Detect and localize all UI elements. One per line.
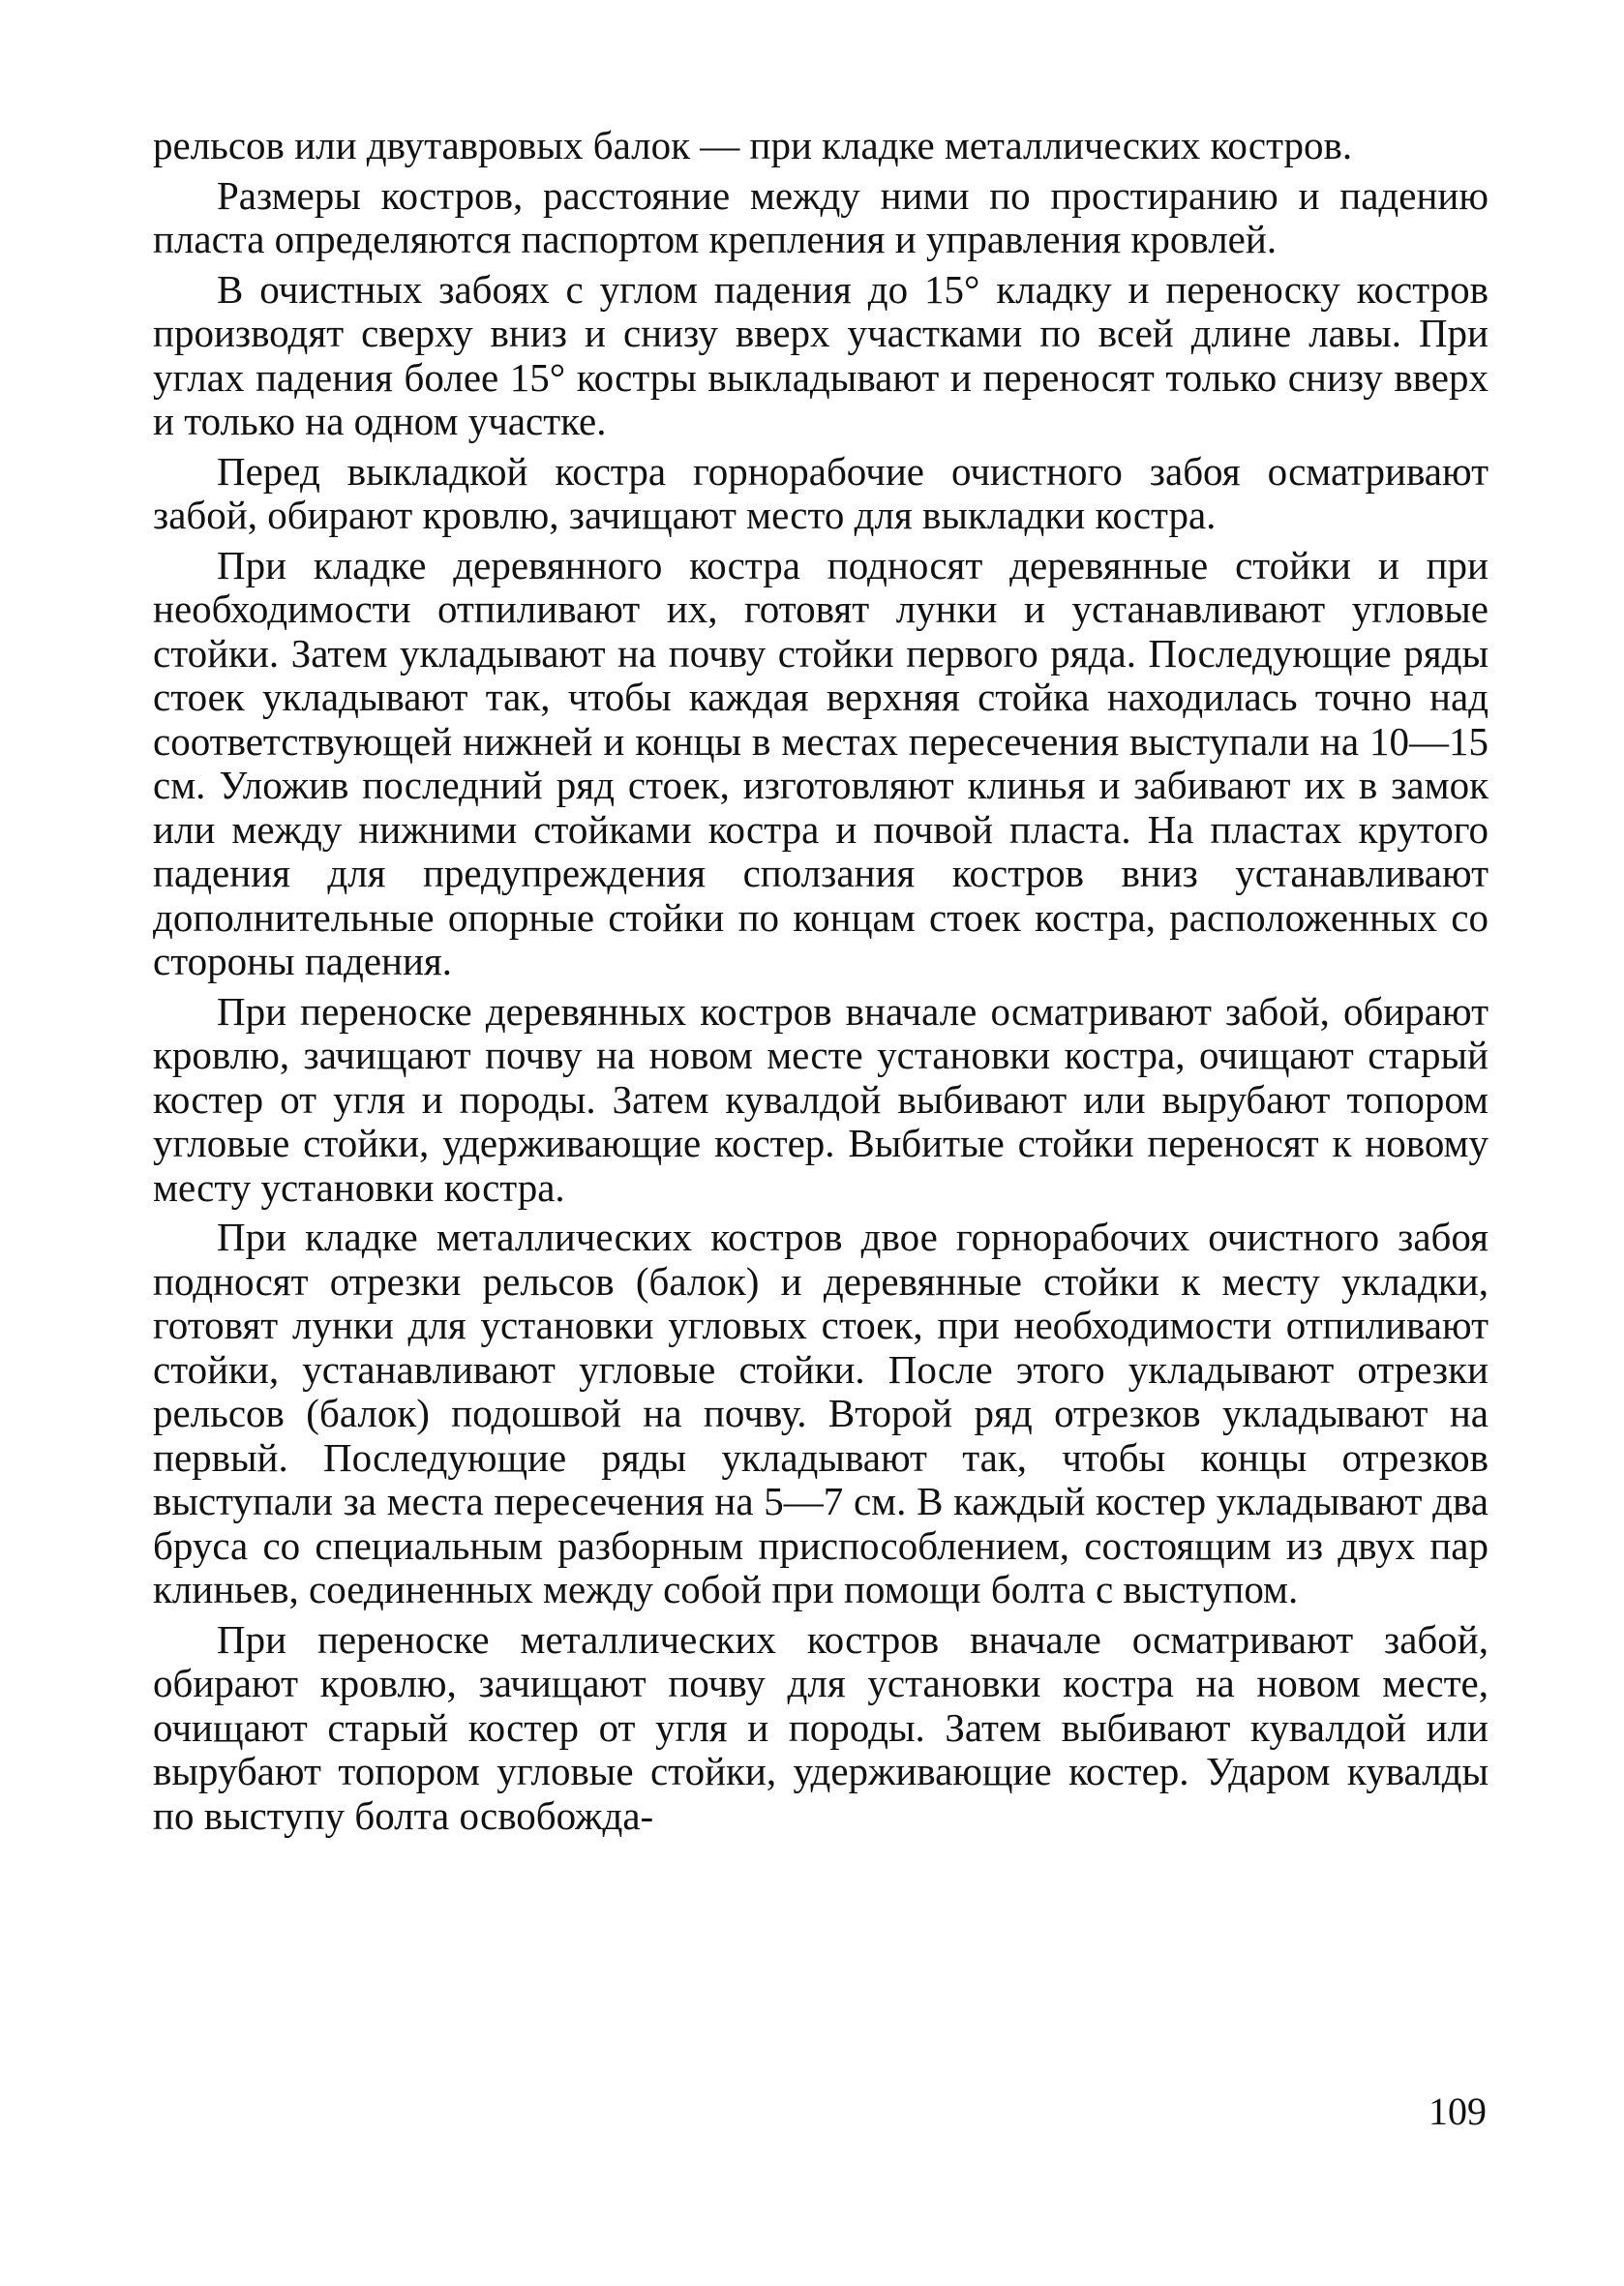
page-number: 109 <box>1429 2090 1487 2133</box>
paragraph-2: Размеры костров, расстояние между ними по простиранию и падению пласта определяются паспортом крепления и управления кровлей. <box>153 172 1489 261</box>
paragraph-8: При переноске металлических костров вначале осматривают забой, обирают кровлю, зачищают почву для установки костра на новом месте, очищают старый костер от угля и породы. Затем выбивают кувалдой или вырубают топором угловые стойки, удерживающие костер. Ударом кувалды по выступу болта освобожда- <box>153 1616 1489 1838</box>
paragraph-1: рельсов или двутавровых балок — при кладке металлических костров. <box>153 123 1353 167</box>
page-text-body <box>153 124 1489 1844</box>
paragraph-7: При кладке металлических костров двое горнорабочих очистного забоя подносят отрезки рельсов (балок) и деревянные стойки к месту укладки, готовят лунки для установки угловых стоек, при необходимости отпиливают стойки, устанавливают угловые стойки. После этого укладывают отрезки рельсов (балок) подошвой на почву. Второй ряд отрезков укладывают на первый. Последующие ряды укладывают так, чтобы концы отрезков выступали за места пересечения на 5—7 см. В каждый костер укладывают два бруса со специальным разборным приспособлением, состоящим из двух пар клиньев, соединенных между собой при помощи болта с выступом. <box>153 1215 1489 1611</box>
paragraph-6: При переноске деревянных костров вначале осматривают забой, обирают кровлю, зачищают почву на новом месте установки костра, очищают старый костер от угля и породы. Затем кувалдой выбивают или вырубают топором угловые стойки, удерживающие костер. Выбитые стойки переносят к новому месту установки костра. <box>153 988 1489 1210</box>
paragraph-5: При кладке деревянного костра подносят деревянные стойки и при необходимости отпиливают их, готовят лунки и устанавливают угловые стойки. Затем укладывают на почву стойки первого ряда. Последующие ряды стоек укладывают так, чтобы каждая верхняя стойка находилась точно над соответствующей нижней и концы в местах пересечения выступали на 10—15 см. Уложив последний ряд стоек, изготовляют клинья и забивают их в замок или между нижними стойками костра и почвой пласта. На пластах крутого падения для предупреждения сползания костров вниз устанавливают дополнительные опорные стойки по концам стоек костра, расположенных со стороны падения. <box>153 542 1489 983</box>
paragraph-4: Перед выкладкой костра горнорабочие очистного забоя осматривают забой, обирают кровлю, зачищают место для выкладки костра. <box>153 448 1489 537</box>
paragraph-3: В очистных забоях с углом падения до 15° кладку и переноску костров производят сверху вниз и снизу вверх участками по всей длине лавы. При углах падения более 15° костры выкладывают и переносят только снизу вверх и только на одном участке. <box>153 266 1489 443</box>
